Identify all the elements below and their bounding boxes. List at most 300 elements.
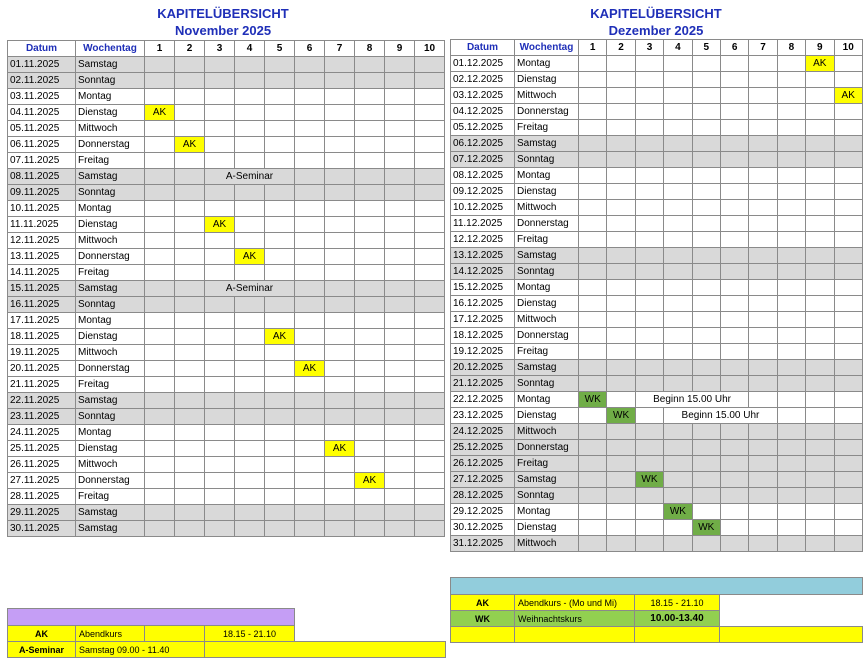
legend-ak-text: Abendkurs xyxy=(76,626,145,642)
grid-cell xyxy=(175,121,205,137)
grid-cell xyxy=(749,248,777,264)
grid-cell xyxy=(385,297,415,313)
header-col-2: 2 xyxy=(607,40,635,56)
table-row xyxy=(8,121,445,137)
grid-cell xyxy=(720,296,748,312)
grid-cell xyxy=(175,489,205,505)
table-row xyxy=(8,73,445,89)
dezember-title: KAPITELÜBERSICHT xyxy=(590,6,722,21)
grid-cell xyxy=(806,104,834,120)
grid-cell xyxy=(749,200,777,216)
table-row xyxy=(8,265,445,281)
legend-ak-code: AK xyxy=(8,626,76,642)
grid-cell xyxy=(806,312,834,328)
grid-cell xyxy=(385,425,415,441)
grid-cell xyxy=(265,249,295,265)
grid-cell xyxy=(145,489,175,505)
grid-cell xyxy=(235,89,265,105)
table-row xyxy=(8,345,445,361)
legend-ak-text-dez: Abendkurs - (Mo und Mi) xyxy=(515,595,635,611)
grid-cell xyxy=(579,136,607,152)
grid-cell xyxy=(265,265,295,281)
grid-cell xyxy=(664,72,692,88)
table-row xyxy=(451,424,863,440)
grid-cell xyxy=(720,56,748,72)
grid-cell xyxy=(415,473,445,489)
grid-cell xyxy=(355,169,385,185)
header-col-3: 3 xyxy=(635,40,663,56)
grid-cell xyxy=(415,57,445,73)
grid-cell xyxy=(664,168,692,184)
grid-cell xyxy=(806,200,834,216)
date-cell: 12.11.2025 xyxy=(8,233,76,249)
grid-cell xyxy=(720,280,748,296)
grid-cell xyxy=(205,473,235,489)
grid-cell xyxy=(205,233,235,249)
date-cell: 06.11.2025 xyxy=(8,137,76,153)
grid-cell xyxy=(175,393,205,409)
grid-cell xyxy=(325,121,355,137)
grid-cell xyxy=(175,505,205,521)
grid-cell xyxy=(749,392,777,408)
grid-cell xyxy=(777,312,805,328)
weekday-cell: Montag xyxy=(515,168,579,184)
table-row xyxy=(8,425,445,441)
header-col-1: 1 xyxy=(579,40,607,56)
grid-cell xyxy=(635,200,663,216)
grid-cell xyxy=(325,201,355,217)
grid-cell xyxy=(749,344,777,360)
grid-cell xyxy=(295,489,325,505)
grid-cell xyxy=(235,313,265,329)
header-col-8: 8 xyxy=(355,41,385,57)
grid-cell xyxy=(720,360,748,376)
grid-cell xyxy=(145,505,175,521)
table-row xyxy=(8,377,445,393)
grid-cell xyxy=(635,248,663,264)
date-cell: 25.12.2025 xyxy=(451,440,515,456)
grid-cell xyxy=(777,88,805,104)
grid-cell xyxy=(834,536,862,552)
grid-cell xyxy=(325,425,355,441)
table-row xyxy=(451,168,863,184)
grid-cell xyxy=(265,505,295,521)
grid-cell xyxy=(205,89,235,105)
table-row xyxy=(451,296,863,312)
header-col-1: 1 xyxy=(145,41,175,57)
ak-marker: AK xyxy=(205,217,235,233)
grid-cell xyxy=(777,360,805,376)
grid-cell xyxy=(145,313,175,329)
grid-cell xyxy=(664,440,692,456)
header-col-9: 9 xyxy=(806,40,834,56)
grid-cell xyxy=(749,232,777,248)
grid-cell xyxy=(415,393,445,409)
grid-cell xyxy=(385,121,415,137)
grid-cell xyxy=(777,232,805,248)
weekday-cell: Dienstag xyxy=(515,184,579,200)
grid-cell xyxy=(806,376,834,392)
grid-cell xyxy=(777,120,805,136)
date-cell: 28.11.2025 xyxy=(8,489,76,505)
grid-cell xyxy=(175,249,205,265)
weekday-cell: Freitag xyxy=(515,456,579,472)
grid-cell xyxy=(579,216,607,232)
weekday-cell: Samstag xyxy=(76,57,145,73)
grid-cell xyxy=(265,441,295,457)
table-row xyxy=(8,57,445,73)
header-col-6: 6 xyxy=(295,41,325,57)
grid-cell xyxy=(720,248,748,264)
grid-cell xyxy=(777,264,805,280)
grid-cell xyxy=(692,120,720,136)
grid-cell xyxy=(355,361,385,377)
grid-cell xyxy=(205,441,235,457)
grid-cell xyxy=(806,280,834,296)
header-col-8: 8 xyxy=(777,40,805,56)
grid-cell xyxy=(205,457,235,473)
grid-cell xyxy=(607,72,635,88)
table-row xyxy=(8,217,445,233)
grid-cell xyxy=(235,233,265,249)
date-cell: 14.12.2025 xyxy=(451,264,515,280)
grid-cell xyxy=(607,488,635,504)
grid-cell xyxy=(235,329,265,345)
grid-cell xyxy=(205,137,235,153)
table-row xyxy=(451,200,863,216)
grid-cell xyxy=(175,265,205,281)
header-datum: Datum xyxy=(8,41,76,57)
table-row xyxy=(8,393,445,409)
note-cell: A-Seminar xyxy=(205,169,295,185)
weekday-cell: Mittwoch xyxy=(515,88,579,104)
grid-cell xyxy=(579,520,607,536)
weekday-cell: Sonntag xyxy=(76,185,145,201)
grid-cell xyxy=(806,72,834,88)
ak-marker: AK xyxy=(806,56,834,72)
grid-cell xyxy=(175,281,205,297)
grid-cell xyxy=(325,57,355,73)
grid-cell xyxy=(295,297,325,313)
grid-cell xyxy=(265,457,295,473)
grid-cell xyxy=(325,345,355,361)
table-row xyxy=(451,504,863,520)
date-cell: 23.11.2025 xyxy=(8,409,76,425)
grid-cell xyxy=(385,441,415,457)
grid-cell xyxy=(749,440,777,456)
date-cell: 06.12.2025 xyxy=(451,136,515,152)
grid-cell xyxy=(607,280,635,296)
date-cell: 11.12.2025 xyxy=(451,216,515,232)
grid-cell xyxy=(355,409,385,425)
grid-cell xyxy=(579,184,607,200)
grid-cell xyxy=(295,425,325,441)
grid-cell xyxy=(806,248,834,264)
grid-cell xyxy=(205,425,235,441)
grid-cell xyxy=(295,137,325,153)
grid-cell xyxy=(806,136,834,152)
grid-cell xyxy=(265,409,295,425)
date-cell: 09.12.2025 xyxy=(451,184,515,200)
grid-cell xyxy=(607,312,635,328)
ak-marker: AK xyxy=(834,88,862,104)
grid-cell xyxy=(692,56,720,72)
grid-cell xyxy=(205,393,235,409)
grid-cell xyxy=(579,168,607,184)
grid-cell xyxy=(834,200,862,216)
grid-cell xyxy=(235,137,265,153)
dezember-table xyxy=(450,39,863,552)
date-cell: 20.12.2025 xyxy=(451,360,515,376)
grid-cell xyxy=(777,536,805,552)
table-row xyxy=(451,120,863,136)
weekday-cell: Montag xyxy=(76,425,145,441)
grid-cell xyxy=(635,216,663,232)
grid-cell xyxy=(325,137,355,153)
weekday-cell: Samstag xyxy=(515,360,579,376)
table-row xyxy=(8,185,445,201)
table-row xyxy=(451,136,863,152)
weekday-cell: Sonntag xyxy=(515,264,579,280)
header-col-7: 7 xyxy=(749,40,777,56)
grid-cell xyxy=(235,297,265,313)
grid-cell xyxy=(265,297,295,313)
date-cell: 21.11.2025 xyxy=(8,377,76,393)
grid-cell xyxy=(834,296,862,312)
grid-cell xyxy=(355,89,385,105)
grid-cell xyxy=(720,168,748,184)
grid-cell xyxy=(720,88,748,104)
grid-cell xyxy=(806,456,834,472)
grid-cell xyxy=(265,201,295,217)
grid-cell xyxy=(205,297,235,313)
ak-marker: AK xyxy=(355,473,385,489)
grid-cell xyxy=(749,216,777,232)
grid-cell xyxy=(664,56,692,72)
grid-cell xyxy=(145,361,175,377)
grid-cell xyxy=(385,281,415,297)
grid-cell xyxy=(692,72,720,88)
table-row xyxy=(8,441,445,457)
legend-blank-c xyxy=(635,627,720,643)
grid-cell xyxy=(175,377,205,393)
legend-ak-code-dez: AK xyxy=(451,595,515,611)
grid-cell xyxy=(635,104,663,120)
grid-cell xyxy=(385,89,415,105)
header-wochentag: Wochentag xyxy=(515,40,579,56)
grid-cell xyxy=(265,73,295,89)
grid-cell xyxy=(295,265,325,281)
table-row xyxy=(451,360,863,376)
grid-cell xyxy=(385,505,415,521)
dezember-legend xyxy=(450,577,863,643)
dezember-panel xyxy=(448,0,864,661)
table-row xyxy=(8,457,445,473)
note-cell: A-Seminar xyxy=(205,281,295,297)
weekday-cell: Dienstag xyxy=(76,441,145,457)
grid-cell xyxy=(385,521,415,537)
grid-cell xyxy=(692,248,720,264)
grid-cell xyxy=(607,360,635,376)
grid-cell xyxy=(777,472,805,488)
weekday-cell: Sonntag xyxy=(76,73,145,89)
grid-cell xyxy=(749,152,777,168)
grid-cell xyxy=(834,472,862,488)
grid-cell xyxy=(834,488,862,504)
grid-cell xyxy=(325,153,355,169)
grid-cell xyxy=(145,425,175,441)
weekday-cell: Mittwoch xyxy=(76,345,145,361)
grid-cell xyxy=(385,409,415,425)
grid-cell xyxy=(664,184,692,200)
grid-cell xyxy=(777,200,805,216)
grid-cell xyxy=(175,57,205,73)
grid-cell xyxy=(355,425,385,441)
date-cell: 28.12.2025 xyxy=(451,488,515,504)
grid-cell xyxy=(385,57,415,73)
date-cell: 03.11.2025 xyxy=(8,89,76,105)
grid-cell xyxy=(607,472,635,488)
wk-marker: WK xyxy=(635,472,663,488)
grid-cell xyxy=(806,520,834,536)
table-row xyxy=(451,264,863,280)
date-cell: 08.11.2025 xyxy=(8,169,76,185)
grid-cell xyxy=(777,104,805,120)
grid-cell xyxy=(235,521,265,537)
grid-cell xyxy=(295,233,325,249)
grid-cell xyxy=(295,89,325,105)
grid-cell xyxy=(607,536,635,552)
weekday-cell: Montag xyxy=(515,280,579,296)
grid-cell xyxy=(664,536,692,552)
legend-seminar-blank xyxy=(205,642,446,658)
grid-cell xyxy=(777,376,805,392)
grid-cell xyxy=(205,377,235,393)
grid-cell xyxy=(720,504,748,520)
grid-cell xyxy=(749,72,777,88)
grid-cell xyxy=(806,296,834,312)
grid-cell xyxy=(355,73,385,89)
grid-cell xyxy=(607,120,635,136)
header-col-10: 10 xyxy=(415,41,445,57)
weekday-cell: Samstag xyxy=(515,248,579,264)
grid-cell xyxy=(415,169,445,185)
grid-cell xyxy=(235,73,265,89)
table-row xyxy=(451,472,863,488)
legend-blank-b xyxy=(515,627,635,643)
grid-cell xyxy=(175,425,205,441)
grid-cell xyxy=(205,153,235,169)
weekday-cell: Mittwoch xyxy=(515,536,579,552)
grid-cell xyxy=(355,457,385,473)
grid-cell xyxy=(692,344,720,360)
grid-cell xyxy=(145,329,175,345)
grid-cell xyxy=(325,169,355,185)
grid-cell xyxy=(720,312,748,328)
date-cell: 05.12.2025 xyxy=(451,120,515,136)
grid-cell xyxy=(777,216,805,232)
header-col-10: 10 xyxy=(834,40,862,56)
grid-cell xyxy=(295,313,325,329)
grid-cell xyxy=(175,217,205,233)
weekday-cell: Mittwoch xyxy=(515,312,579,328)
date-cell: 30.12.2025 xyxy=(451,520,515,536)
grid-cell xyxy=(145,57,175,73)
date-cell: 12.12.2025 xyxy=(451,232,515,248)
grid-cell xyxy=(235,265,265,281)
grid-cell xyxy=(806,424,834,440)
weekday-cell: Dienstag xyxy=(515,520,579,536)
grid-cell xyxy=(295,505,325,521)
grid-cell xyxy=(205,489,235,505)
grid-cell xyxy=(664,88,692,104)
grid-cell xyxy=(607,520,635,536)
grid-cell xyxy=(385,345,415,361)
header-datum: Datum xyxy=(451,40,515,56)
header-col-3: 3 xyxy=(205,41,235,57)
grid-cell xyxy=(692,376,720,392)
grid-cell xyxy=(720,200,748,216)
header-col-6: 6 xyxy=(720,40,748,56)
grid-cell xyxy=(325,473,355,489)
grid-cell xyxy=(777,56,805,72)
table-row xyxy=(8,489,445,505)
grid-cell xyxy=(834,456,862,472)
grid-cell xyxy=(325,361,355,377)
grid-cell xyxy=(325,521,355,537)
grid-cell xyxy=(265,473,295,489)
grid-cell xyxy=(607,344,635,360)
weekday-cell: Freitag xyxy=(515,232,579,248)
grid-cell xyxy=(720,472,748,488)
grid-cell xyxy=(415,233,445,249)
grid-cell xyxy=(777,280,805,296)
grid-cell xyxy=(692,472,720,488)
date-cell: 25.11.2025 xyxy=(8,441,76,457)
grid-cell xyxy=(175,201,205,217)
grid-cell xyxy=(295,217,325,233)
grid-cell xyxy=(834,312,862,328)
grid-cell xyxy=(145,185,175,201)
header-col-9: 9 xyxy=(385,41,415,57)
date-cell: 17.11.2025 xyxy=(8,313,76,329)
grid-cell xyxy=(579,264,607,280)
grid-cell xyxy=(145,233,175,249)
weekday-cell: Montag xyxy=(515,392,579,408)
grid-cell xyxy=(834,104,862,120)
grid-cell xyxy=(692,456,720,472)
grid-cell xyxy=(834,408,862,424)
grid-cell xyxy=(834,504,862,520)
grid-cell xyxy=(635,264,663,280)
table-row xyxy=(8,505,445,521)
grid-cell xyxy=(635,504,663,520)
grid-cell xyxy=(355,377,385,393)
weekday-cell: Dienstag xyxy=(76,105,145,121)
grid-cell xyxy=(325,265,355,281)
grid-cell xyxy=(145,457,175,473)
grid-cell xyxy=(579,72,607,88)
weekday-cell: Sonntag xyxy=(76,409,145,425)
grid-cell xyxy=(265,89,295,105)
grid-cell xyxy=(692,536,720,552)
grid-cell xyxy=(834,248,862,264)
weekday-cell: Samstag xyxy=(515,472,579,488)
grid-cell xyxy=(806,264,834,280)
weekday-cell: Dienstag xyxy=(76,329,145,345)
grid-cell xyxy=(806,408,834,424)
date-cell: 04.11.2025 xyxy=(8,105,76,121)
